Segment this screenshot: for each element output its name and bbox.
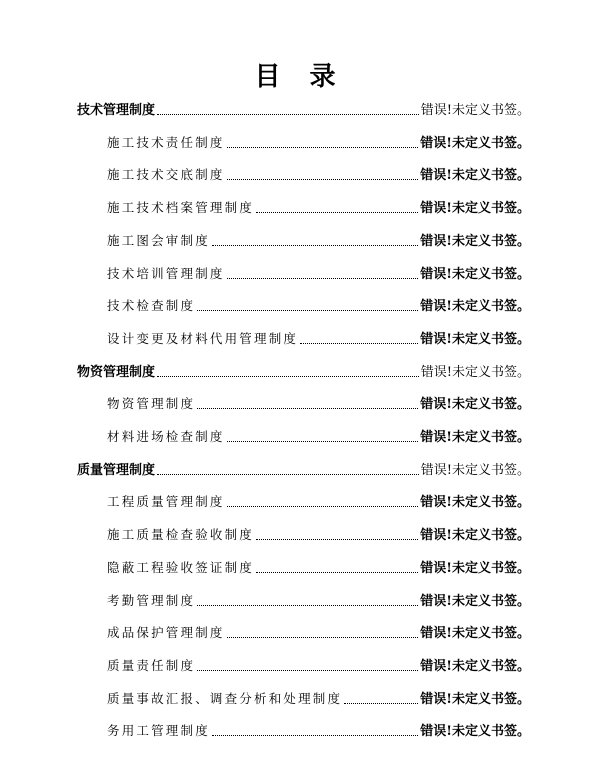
toc-entry-page-ref: 错误!未定义书签。	[420, 168, 530, 184]
toc-entry-label: 设计变更及材料代用管理制度	[107, 330, 299, 346]
toc-entry-page-ref: 错误!未定义书签。	[420, 658, 530, 674]
toc-entry-label: 物资管理制度	[77, 364, 156, 380]
toc-leader-dots	[197, 669, 418, 671]
toc-entry-label: 工程质量管理制度	[107, 494, 225, 510]
toc-entry-label: 成品保护管理制度	[107, 625, 225, 641]
toc-entry[interactable]	[107, 164, 530, 188]
toc-entry-page-ref: 错误!未定义书签。	[420, 201, 530, 217]
toc-entry-label: 考勤管理制度	[107, 592, 196, 608]
toc-entry-label: 技术检查制度	[107, 298, 196, 314]
toc-entry-page-ref: 错误!未定义书签。	[420, 724, 530, 740]
toc-entry-page-ref: 错误!未定义书签。	[420, 364, 530, 380]
toc-entry-label: 施工图会审制度	[107, 232, 210, 248]
toc-entry-label: 技术管理制度	[77, 103, 156, 118]
toc-leader-dots	[344, 702, 418, 704]
toc-entry[interactable]	[107, 557, 530, 581]
toc-entry[interactable]	[107, 230, 530, 254]
toc-entry-page-ref: 错误!未定义书签。	[420, 691, 530, 707]
toc-entry[interactable]	[77, 99, 530, 123]
toc-entry-page-ref: 错误!未定义书签。	[420, 233, 530, 249]
toc-leader-dots	[212, 244, 418, 246]
toc-entry-label: 质量责任制度	[107, 657, 196, 673]
toc-entry-page-ref: 错误!未定义书签。	[420, 397, 530, 413]
toc-leader-dots	[227, 505, 419, 507]
toc-entry[interactable]	[107, 524, 530, 548]
toc-entry[interactable]	[107, 132, 530, 156]
toc-entry-label: 质量管理制度	[77, 462, 156, 478]
toc-entry-page-ref: 错误!未定义书签。	[420, 495, 530, 511]
toc-entry-page-ref: 错误!未定义书签。	[420, 430, 530, 445]
toc-leader-dots	[157, 113, 419, 115]
toc-entry-label: 施工技术档案管理制度	[107, 200, 255, 216]
toc-entry-page-ref: 错误!未定义书签。	[420, 103, 530, 118]
toc-leader-dots	[212, 734, 418, 736]
toc-entry[interactable]	[107, 622, 530, 646]
toc-entry-page-ref: 错误!未定义书签。	[420, 626, 530, 642]
toc-entry[interactable]	[77, 459, 530, 483]
toc-entry[interactable]	[107, 426, 530, 450]
toc-entry-page-ref: 错误!未定义书签。	[420, 593, 530, 609]
toc-entry-label: 施工技术责任制度	[107, 134, 225, 150]
toc-leader-dots	[256, 211, 418, 213]
toc-leader-dots	[227, 440, 419, 442]
toc-entry[interactable]	[107, 491, 530, 515]
toc-entry-page-ref: 错误!未定义书签。	[420, 331, 530, 347]
toc-entry[interactable]	[107, 720, 530, 744]
toc-leader-dots	[227, 146, 419, 148]
toc-entry-label: 材料进场检查制度	[107, 429, 225, 444]
toc-entry[interactable]	[107, 295, 530, 319]
toc-entry-label: 物资管理制度	[107, 396, 196, 412]
toc-leader-dots	[227, 178, 419, 180]
toc-entry-page-ref: 错误!未定义书签。	[420, 462, 530, 478]
toc-entry[interactable]	[107, 655, 530, 679]
toc-entry[interactable]	[107, 688, 530, 712]
toc-entry[interactable]	[107, 263, 530, 287]
toc-entry[interactable]	[77, 361, 530, 385]
toc-entry[interactable]	[107, 590, 530, 614]
toc-entry-label: 技术培训管理制度	[107, 265, 225, 281]
toc-leader-dots	[227, 277, 419, 279]
toc-entry-page-ref: 错误!未定义书签。	[420, 560, 530, 576]
toc-entry-page-ref: 错误!未定义书签。	[420, 266, 530, 282]
page-title: 目 录	[254, 62, 346, 92]
toc-entry-page-ref: 错误!未定义书签。	[420, 299, 530, 315]
toc-leader-dots	[197, 604, 418, 606]
toc-leader-dots	[197, 407, 418, 409]
toc-entry-label: 务用工管理制度	[107, 723, 210, 739]
toc-entry-page-ref: 错误!未定义书签。	[420, 528, 530, 544]
toc-leader-dots	[256, 538, 418, 540]
toc-leader-dots	[256, 571, 418, 573]
toc-leader-dots	[227, 636, 419, 638]
toc-entry-page-ref: 错误!未定义书签。	[420, 135, 530, 151]
toc-entry[interactable]	[107, 197, 530, 221]
toc-leader-dots	[300, 342, 418, 344]
toc-entry-label: 施工质量检查验收制度	[107, 527, 255, 543]
toc-leader-dots	[197, 309, 418, 311]
toc-leader-dots	[157, 375, 419, 377]
toc-entry-label: 隐蔽工程验收签证制度	[107, 559, 255, 575]
toc-entry-label: 施工技术交底制度	[107, 167, 225, 183]
toc-entry-label: 质量事故汇报、调查分析和处理制度	[107, 690, 343, 706]
toc-leader-dots	[157, 473, 419, 475]
toc-entry[interactable]	[107, 393, 530, 417]
toc-entry[interactable]	[107, 328, 530, 352]
